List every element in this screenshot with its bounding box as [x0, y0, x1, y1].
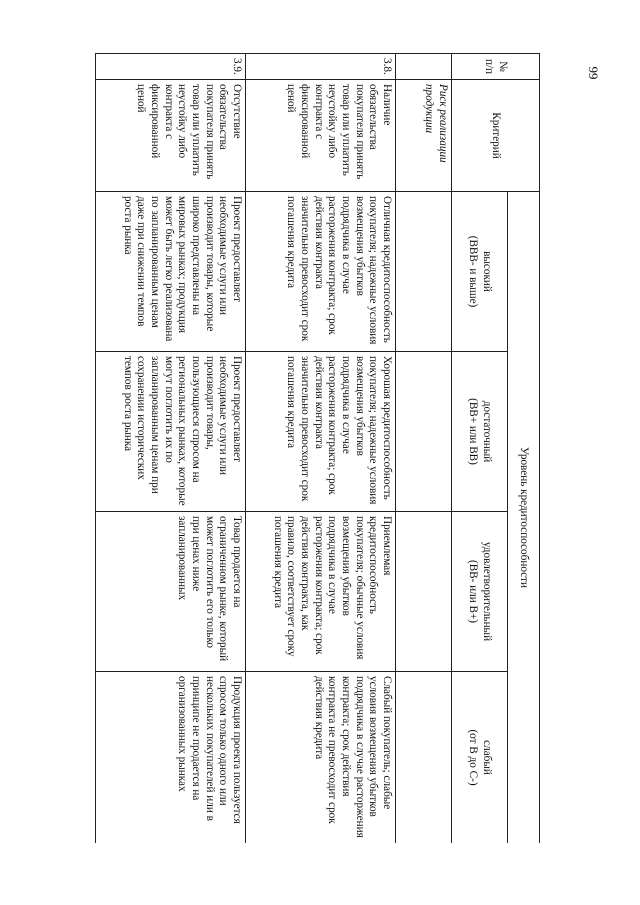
level-high-rating: (ВВВ- и выше) [467, 235, 480, 308]
level-weak-name: слабый [480, 740, 493, 775]
row-high: Проект предоставляет необходимые услуги или производит товары, которые широко представлены на мировых рынках; продукция может быть легко реализована по запланированным ценам даже при снижении темпов роста рынка [96, 192, 246, 352]
section-row [396, 54, 452, 844]
page-number: 99 [586, 66, 601, 80]
criteria-table-wrapper [95, 53, 540, 843]
row-sufficient: Проект предоставляет необходимые услуги или производит товары, пользующиеся спросом на региональных рынках, которые могут поглотить их по запланированным ценам при сохранении исторических темпов роста рынка [96, 352, 246, 512]
row-number: 3.9. [96, 54, 246, 80]
section-title: Риск реализации продукции [396, 80, 452, 192]
row-weak: Слабый покупатель; слабые условия возмещения убытков подрядчика в случае расторжения контракта; срок действия контракта не превосходит срок действия кредита [246, 672, 396, 844]
header-criterion: Критерий [451, 80, 539, 192]
header-level-weak [451, 672, 507, 844]
section-empty-cell [396, 512, 452, 672]
section-empty-cell [396, 352, 452, 512]
level-sufficient-name: достаточный [480, 400, 493, 463]
row-criterion: Отсутствие обязательства покупателя принять товар или уплатить неустойку либо контракта с фиксированной ценой [96, 80, 246, 192]
rotated-table-container [95, 53, 540, 843]
header-number: № п/п [451, 54, 539, 80]
header-level-satisfactory [451, 512, 507, 672]
section-empty-cell [396, 192, 452, 352]
row-criterion: Наличие обязательства покупателя принять товар или уплатить неустойку либо контракта с фиксированной ценой [246, 80, 396, 192]
row-number: 3.8. [246, 54, 396, 80]
level-satisfactory-name: удовлетворительный [480, 541, 493, 642]
row-satisfactory: Приемлемая кредитоспособность покупателя; обычные условия возмещения убытков подрядчика в случае расторжения контракта; срок действия контракта, как правило, соответствует сроку погашения кредита [246, 512, 396, 672]
row-satisfactory: Товар продается на ограниченном рынке, который может поглотить его только при ценах ниже запланированных [96, 512, 246, 672]
level-sufficient-rating: (ВВ+ или ВВ) [467, 398, 480, 465]
level-weak-rating: (от В до С-) [467, 729, 480, 786]
header-row-top [507, 54, 539, 844]
creditworthiness-table [95, 53, 540, 843]
header-level-sufficient [451, 352, 507, 512]
level-high-name: высокий [480, 251, 493, 292]
level-satisfactory-rating: (ВВ- или В+) [467, 559, 480, 624]
header-level-high [451, 192, 507, 352]
row-weak: Продукция проекта пользуется спросом только одного или нескольких покупателей или в принципе не продается на организованных рынках [96, 672, 246, 844]
section-empty-cell [396, 54, 452, 80]
table-row [96, 54, 246, 844]
header-level: Уровень кредитоспособности [507, 192, 539, 844]
table-row [246, 54, 396, 844]
section-empty-cell [396, 672, 452, 844]
row-sufficient: Хорошая кредитоспособность покупателя; надежные условия возмещения убытков подрядчика в случае расторжения контракта; срок действия контракта значительно превосходит срок погашения кредита [246, 352, 396, 512]
row-high: Отличная кредитоспособность покупателя; надежные условия возмещения убытков подрядчика в случае расторжения контракта; срок действия контракта значительно превосходит срок погашения кредита [246, 192, 396, 352]
